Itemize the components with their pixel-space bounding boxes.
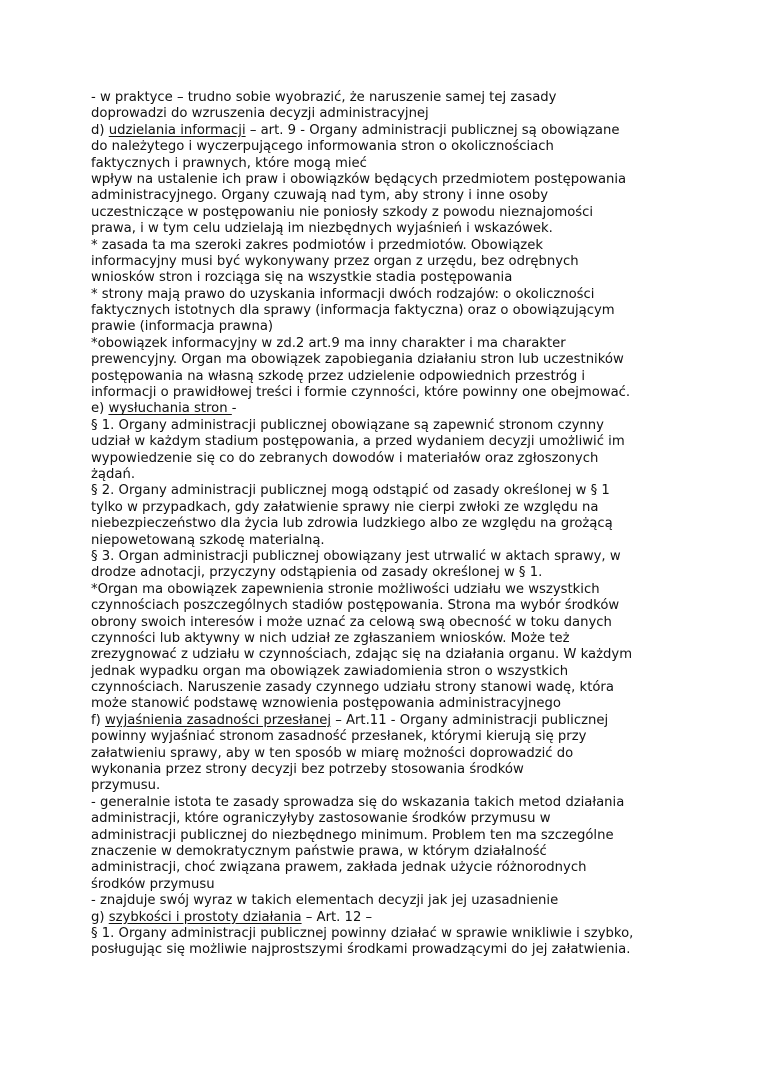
text-line (91, 631, 691, 647)
text-line (91, 352, 691, 368)
text-line (91, 270, 691, 286)
text-run: § 2. Organy administracji publicznej mogą odstąpić od zasady określonej w § 1 (91, 483, 610, 499)
text-run: § 1. Organy administracji publicznej powinny działać w sprawie wnikliwie i szybko, (91, 925, 634, 941)
text-run: prewencyjny. Organ ma obowiązek zapobiegania działaniu stron lub uczestników (91, 352, 624, 368)
text-line (91, 565, 691, 581)
text-run: e) (91, 401, 109, 417)
text-run: f) (91, 712, 105, 728)
text-run: – Art.11 - Organy administracji publicznej (331, 712, 609, 728)
text-run: czynnościach. Naruszenie zasady czynnego udziału strony stanowi wadę, która (91, 680, 614, 696)
text-line (91, 598, 691, 614)
text-run: zrezygnować z udziału w czynnościach, zdając się na działania organu. W każdym (91, 647, 633, 663)
text-line (91, 188, 691, 204)
text-run: § 1. Organy administracji publicznej obowiązane są zapewnić stronom czynny (91, 417, 604, 433)
text-run: – Art. 12 – (301, 909, 373, 925)
text-run: uczestniczące w postępowaniu nie poniosły szkody z powodu nieznajomości (91, 204, 594, 220)
text-run: wpływ na ustalenie ich praw i obowiązków będących przedmiotem postępowania (91, 171, 627, 187)
text-run: *obowiązek informacyjny w zd.2 art.9 ma inny charakter i ma charakter (91, 335, 566, 351)
underlined-heading: wyjaśnienia zasadności przesłanej (104, 712, 332, 728)
text-line (91, 942, 691, 958)
text-run: faktycznych i prawnych, które mogą mieć (91, 155, 367, 171)
text-run: posługując się możliwie najprostszymi środkami prowadzącymi do jej załatwienia. (91, 942, 631, 958)
underlined-heading: udzielania informacji (108, 122, 246, 138)
text-line (91, 778, 691, 794)
text-run: informacji o prawidłowej treści i formie czynności, które powinny one obejmować. (91, 385, 631, 401)
text-line (91, 139, 691, 155)
text-run: § 3. Organ administracji publicznej obowiązany jest utrwalić w aktach sprawy, w (91, 548, 621, 564)
text-run: jednak wypadku organ ma obowiązek zawiadomienia stron o wszystkich (91, 663, 569, 679)
text-line (91, 647, 691, 663)
text-run: * strony mają prawo do uzyskania informacji dwóch rodzajów: o okoliczności (91, 286, 595, 302)
text-run: środków przymusu (91, 876, 215, 892)
document-body (91, 90, 691, 959)
text-run: – art. 9 - Organy administracji publicznej są obowiązane (245, 122, 620, 138)
text-run: niepowetowaną szkodę materialną. (91, 532, 325, 548)
text-run: * zasada ta ma szeroki zakres podmiotów i przedmiotów. Obowiązek (91, 237, 543, 253)
text-run: g) (91, 909, 109, 925)
text-run: administracji, które ograniczyłyby zastosowanie środków przymusu w (91, 811, 551, 827)
text-line (91, 221, 691, 237)
text-run: prawie (informacja prawna) (91, 319, 274, 335)
text-line (91, 287, 691, 303)
text-run: doprowadzi do wzruszenia decyzji administracyjnej (91, 106, 429, 122)
text-line (91, 303, 691, 319)
text-run: do należytego i wyczerpującego informowania stron o okolicznościach (91, 139, 554, 155)
text-line (91, 156, 691, 172)
text-line (91, 713, 691, 729)
text-line (91, 828, 691, 844)
text-line (91, 696, 691, 712)
text-line (91, 910, 691, 926)
text-run: prawa, i w tym celu udzielają im niezbędnych wyjaśnień i wskazówek. (91, 221, 553, 237)
text-line (91, 811, 691, 827)
text-line (91, 238, 691, 254)
text-run: drodze adnotacji, przyczyny odstąpienia od zasady określonej w § 1. (91, 565, 543, 581)
text-run: administracji publicznej do niezbędnego minimum. Problem ten ma szczególne (91, 827, 614, 843)
text-run: - w praktyce – trudno sobie wyobrazić, że naruszenie samej tej zasady (91, 90, 557, 105)
text-line (91, 106, 691, 122)
text-run: wykonania przez strony decyzji bez potrzeby stosowania środków (91, 762, 524, 778)
text-line (91, 467, 691, 483)
text-line (91, 434, 691, 450)
text-line (91, 549, 691, 565)
text-line (91, 483, 691, 499)
text-run: *Organ ma obowiązek zapewnienia stronie możliwości udziału we wszystkich (91, 581, 600, 597)
text-line (91, 533, 691, 549)
text-line (91, 90, 691, 106)
text-run: obrony swoich interesów i może uznać za celową swą obecność w toku danych (91, 614, 612, 630)
text-line (91, 385, 691, 401)
text-run: wypowiedzenie się co do zebranych dowodów i materiałów oraz zgłoszonych (91, 450, 599, 466)
text-line (91, 401, 691, 417)
text-line (91, 172, 691, 188)
text-run: administracyjnego. Organy czuwają nad tym, aby strony i inne osoby (91, 188, 548, 204)
text-line (91, 844, 691, 860)
text-run: znaczenie w demokratycznym państwie prawa, w którym działalność (91, 843, 547, 859)
text-run: - znajduje swój wyraz w takich elementach decyzji jak jej uzasadnienie (91, 893, 559, 909)
text-line (91, 664, 691, 680)
text-run: powinny wyjaśniać stronom zasadność przesłanek, którymi kierują się przy (91, 729, 587, 745)
text-line (91, 860, 691, 876)
underlined-heading: wysłuchania stron (108, 401, 232, 417)
text-line (91, 516, 691, 532)
text-line (91, 795, 691, 811)
text-run: niebezpieczeństwo dla życia lub zdrowia ludzkiego albo ze względu na grożącą (91, 516, 613, 532)
text-run: postępowania na własną szkodę przez udzielenie odpowiednich przestróg i (91, 368, 586, 384)
text-run: żądań. (91, 466, 136, 482)
text-line (91, 680, 691, 696)
text-run: udział w każdym stadium postępowania, a przed wydaniem decyzji umożliwić im (91, 434, 625, 450)
text-run: czynności lub aktywny w nich udział ze zgłaszaniem wniosków. Może też (91, 630, 570, 646)
text-line (91, 615, 691, 631)
text-run: - (231, 401, 237, 417)
text-run: informacyjny musi być wykonywany przez organ z urzędu, bez odrębnych (91, 253, 579, 269)
text-line (91, 369, 691, 385)
text-run: administracji, choć związana prawem, zakłada jednak użycie różnorodnych (91, 860, 587, 876)
text-line (91, 877, 691, 893)
text-run: - generalnie istota te zasady sprowadza się do wskazania takich metod działania (91, 794, 625, 810)
text-line (91, 926, 691, 942)
text-line (91, 336, 691, 352)
text-run: może stanowić podstawę wznowienia postępowania administracyjnego (91, 696, 561, 712)
text-line (91, 582, 691, 598)
text-line (91, 418, 691, 434)
text-run: załatwieniu sprawy, aby w ten sposób w miarę możności doprowadzić do (91, 745, 574, 761)
text-run: czynnościach poszczególnych stadiów postępowania. Strona ma wybór środków (91, 598, 620, 614)
text-run: faktycznych istotnych dla sprawy (informacja faktyczna) oraz o obowiązującym (91, 303, 615, 319)
text-line (91, 254, 691, 270)
text-line (91, 205, 691, 221)
text-line (91, 500, 691, 516)
text-run: tylko w przypadkach, gdy załatwienie sprawy nie cierpi zwłoki ze względu na (91, 499, 599, 515)
text-line (91, 762, 691, 778)
text-run: wniosków stron i rozciąga się na wszystkie stadia postępowania (91, 270, 513, 286)
text-line (91, 729, 691, 745)
text-line (91, 123, 691, 139)
text-line (91, 319, 691, 335)
text-run: przymusu. (91, 778, 161, 794)
text-line (91, 746, 691, 762)
text-line (91, 893, 691, 909)
text-line (91, 451, 691, 467)
underlined-heading: szybkości i prostoty działania (108, 909, 302, 925)
text-run: d) (91, 122, 109, 138)
